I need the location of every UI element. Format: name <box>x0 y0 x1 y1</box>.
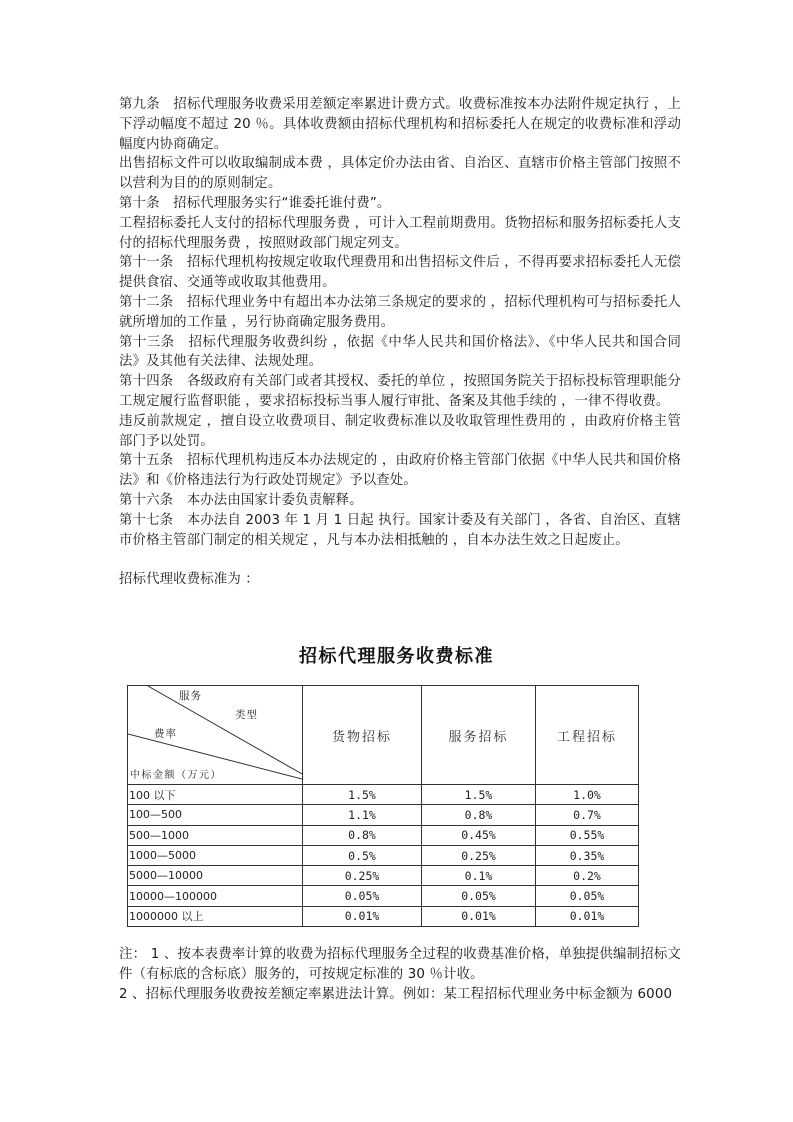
article-9-supplement: 出售招标文件可以收取编制成本费 ，具体定价办法由省、自治区、直辖市价格主管部门按照不以营利为目的的原则制定。 <box>119 156 681 192</box>
rate-cell: 0.35% <box>536 845 639 865</box>
article-15: 第十五条 招标代理机构违反本办法规定的 ，由政府价格主管部门依据《中华人民共和国价格法》和《价格违法行为行政处罚规定》予以查处。 <box>119 453 681 489</box>
rate-cell: 0.01% <box>422 906 536 926</box>
rate-cell: 0.5% <box>303 845 422 865</box>
rate-cell: 0.05% <box>536 886 639 906</box>
column-header-services: 服务招标 <box>422 686 536 785</box>
rate-cell: 0.7% <box>536 805 639 825</box>
table-header-row <box>128 686 639 785</box>
document-body <box>119 95 681 590</box>
table-row <box>128 805 639 825</box>
rate-cell: 1.5% <box>303 785 422 805</box>
amount-range-cell: 500—1000 <box>128 825 303 845</box>
corner-label-rate: 费率 <box>154 728 177 740</box>
notes-section <box>119 945 681 1004</box>
corner-label-amount: 中标金额（万元） <box>130 770 222 781</box>
diagonal-header-cell <box>128 686 303 785</box>
amount-range-cell: 100 以下 <box>128 785 303 805</box>
fee-table-container <box>127 685 638 929</box>
rate-cell: 0.25% <box>422 845 536 865</box>
corner-label-type: 类型 <box>235 709 258 721</box>
article-10: 第十条 招标代理服务实行“谁委托谁付费”。 <box>119 195 391 211</box>
column-header-construction: 工程招标 <box>536 686 639 785</box>
rate-cell: 1.0% <box>536 785 639 805</box>
note-2: 2 、招标代理服务收费按差额定率累进法计算。例如：某工程招标代理业务中标金额为 6000 <box>119 986 673 1002</box>
rate-cell: 1.5% <box>422 785 536 805</box>
article-12: 第十二条 招标代理业务中有超出本办法第三条规定的要求的 ，招标代理机构可与招标委托人就所增加的工作量 ，另行协商确定服务费用。 <box>119 294 681 330</box>
article-14: 第十四条 各级政府有关部门或者其授权、委托的单位 ，按照国务院关于招标投标管理职能分工规定履行监督职能 ，要求招标投标当事人履行审批、备案及其他手续的 ，一律不得收费。 <box>119 374 681 409</box>
spacer <box>119 550 681 570</box>
amount-range-cell: 100—500 <box>128 805 303 825</box>
rate-cell: 0.8% <box>303 825 422 845</box>
article-13: 第十三条 招标代理服务收费纠纷 ，依据《中华人民共和国价格法》、《中华人民共和国合同法》及其他有关法律、法规处理。 <box>119 334 681 370</box>
rate-cell: 0.2% <box>536 866 639 886</box>
article-11: 第十一条 招标代理机构按规定收取代理费用和出售招标文件后 ，不得再要求招标委托人无偿提供食宿、交通等或收取其他费用。 <box>119 255 681 291</box>
article-10-detail: 工程招标委托人支付的招标代理服务费 ，可计入工程前期费用。货物招标和服务招标委托人支付的招标代理服务费 ，按照财政部门规定列支。 <box>119 215 681 251</box>
amount-range-cell: 10000—100000 <box>128 886 303 906</box>
fee-table-body <box>128 785 639 927</box>
rate-cell: 0.01% <box>303 906 422 926</box>
table-row <box>128 845 639 865</box>
rate-cell: 1.1% <box>303 805 422 825</box>
rate-cell: 0.25% <box>303 866 422 886</box>
table-row <box>128 906 639 926</box>
amount-range-cell: 1000—5000 <box>128 845 303 865</box>
fee-table <box>127 685 639 927</box>
table-row <box>128 866 639 886</box>
rate-cell: 0.01% <box>536 906 639 926</box>
article-14-supplement: 违反前款规定 ，擅自设立收费项目、制定收费标准以及收取管理性费用的 ，由政府价格主管部门予以处罚。 <box>119 413 681 449</box>
rate-cell: 0.05% <box>422 886 536 906</box>
amount-range-cell: 1000000 以上 <box>128 906 303 926</box>
note-1: 注： 1 、按本表费率计算的收费为招标代理服务全过程的收费基准价格，单独提供编制招标文件（有标底的含标底）服务的，可按规定标准的 30 ％计收。 <box>119 947 681 982</box>
article-17: 第十七条 本办法自 2003 年 1 月 1 日起 执行。国家计委及有关部门 ，各省、自治区、直辖市价格主管部门制定的相关规定 ，凡与本办法相抵触的 ，自本办法生效之日起废止。 <box>119 512 681 548</box>
rate-cell: 0.55% <box>536 825 639 845</box>
corner-label-service: 服务 <box>179 690 202 702</box>
amount-range-cell: 5000—10000 <box>128 866 303 886</box>
table-row <box>128 886 639 906</box>
table-row <box>128 825 639 845</box>
fee-standard-intro: 招标代理收费标准为 ： <box>119 572 259 588</box>
article-16: 第十六条 本办法由国家计委负责解释。 <box>119 492 363 508</box>
table-title: 招标代理服务收费标准 <box>299 646 494 667</box>
rate-cell: 0.1% <box>422 866 536 886</box>
table-row <box>128 785 639 805</box>
rate-cell: 0.45% <box>422 825 536 845</box>
column-header-goods: 货物招标 <box>303 686 422 785</box>
article-9: 第九条 招标代理服务收费采用差额定率累进计费方式。收费标准按本办法附件规定执行 ，上下浮动幅度不超过 20 ％。具体收费额由招标代理机构和招标委托人在规定的收费标准和浮动幅度内协商确定。 <box>119 97 681 152</box>
rate-cell: 0.8% <box>422 805 536 825</box>
rate-cell: 0.05% <box>303 886 422 906</box>
